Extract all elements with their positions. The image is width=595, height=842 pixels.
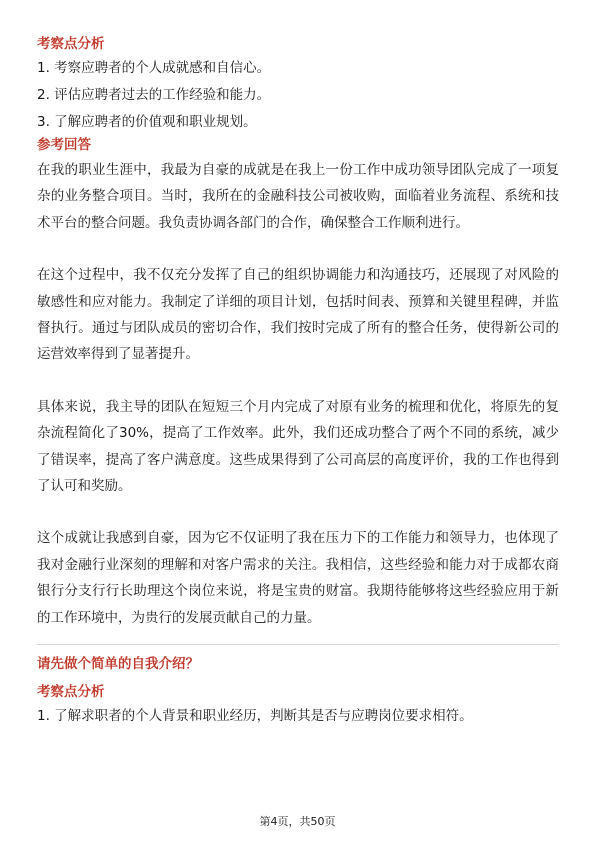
paragraph-spacer <box>37 368 559 394</box>
paragraph-spacer <box>37 236 559 262</box>
answer-paragraph-3: 具体来说，我主导的团队在短短三个月内完成了对原有业务的梳理和优化，将原先的复杂流程简化了30%，提高了工作效率。此外，我们还成功整合了两个不同的系统，减少了错误率，提高了客户满意度。这些成果得到了公司高层的高度评价，我的工作也得到了认可和奖励。 <box>37 398 559 495</box>
paragraph-spacer <box>37 499 559 525</box>
next-question-heading: 请先做个简单的自我介绍？ <box>37 656 199 673</box>
analysis-item-3: 3. 了解应聘者的价值观和职业规划。 <box>37 114 257 130</box>
answer-heading: 参考回答 <box>37 137 91 153</box>
answer-paragraph-1: 在我的职业生涯中，我最为自豪的成就是在我上一份工作中成功领导团队完成了一项复杂的业务整合项目。当时，我所在的金融科技公司被收购，面临着业务流程、系统和技术平台的整合问题。我负责协调各部门的合作，确保整合工作顺利进行。 <box>37 162 559 231</box>
answer-paragraph-4: 这个成就让我感到自豪，因为它不仅证明了我在压力下的工作能力和领导力，也体现了我对金融行业深刻的理解和对客户需求的关注。我相信，这些经验和能力对于成都农商银行分支行行长助理这个岗位来说，将是宝贵的财富。我期待能够将这些经验应用于新的工作环境中，为贵行的发展贡献自己的力量。 <box>37 530 559 626</box>
analysis-item-1: 1. 考察应聘者的个人成就感和自信心。 <box>37 60 271 76</box>
answer-paragraph-2: 在这个过程中，我不仅充分发挥了自己的组织协调能力和沟通技巧，还展现了对风险的敏感性和应对能力。我制定了详细的项目计划，包括时间表、预算和关键里程碑，并监督执行。通过与团队成员的密切合作，我们按时完成了所有的整合任务，使得新公司的运营效率得到了显著提升。 <box>37 267 559 363</box>
page-content <box>37 34 559 733</box>
page-number: 第4页，共50页 <box>259 815 336 828</box>
section-divider <box>37 644 559 645</box>
analysis-heading-2: 考察点分析 <box>37 684 105 701</box>
analysis-item-2: 2. 评估应聘者过去的工作经验和能力。 <box>37 87 271 103</box>
analysis-item-2-1: 1. 了解求职者的个人背景和职业经历，判断其是否与应聘岗位要求相符。 <box>37 708 473 725</box>
analysis-heading: 考察点分析 <box>37 36 105 52</box>
